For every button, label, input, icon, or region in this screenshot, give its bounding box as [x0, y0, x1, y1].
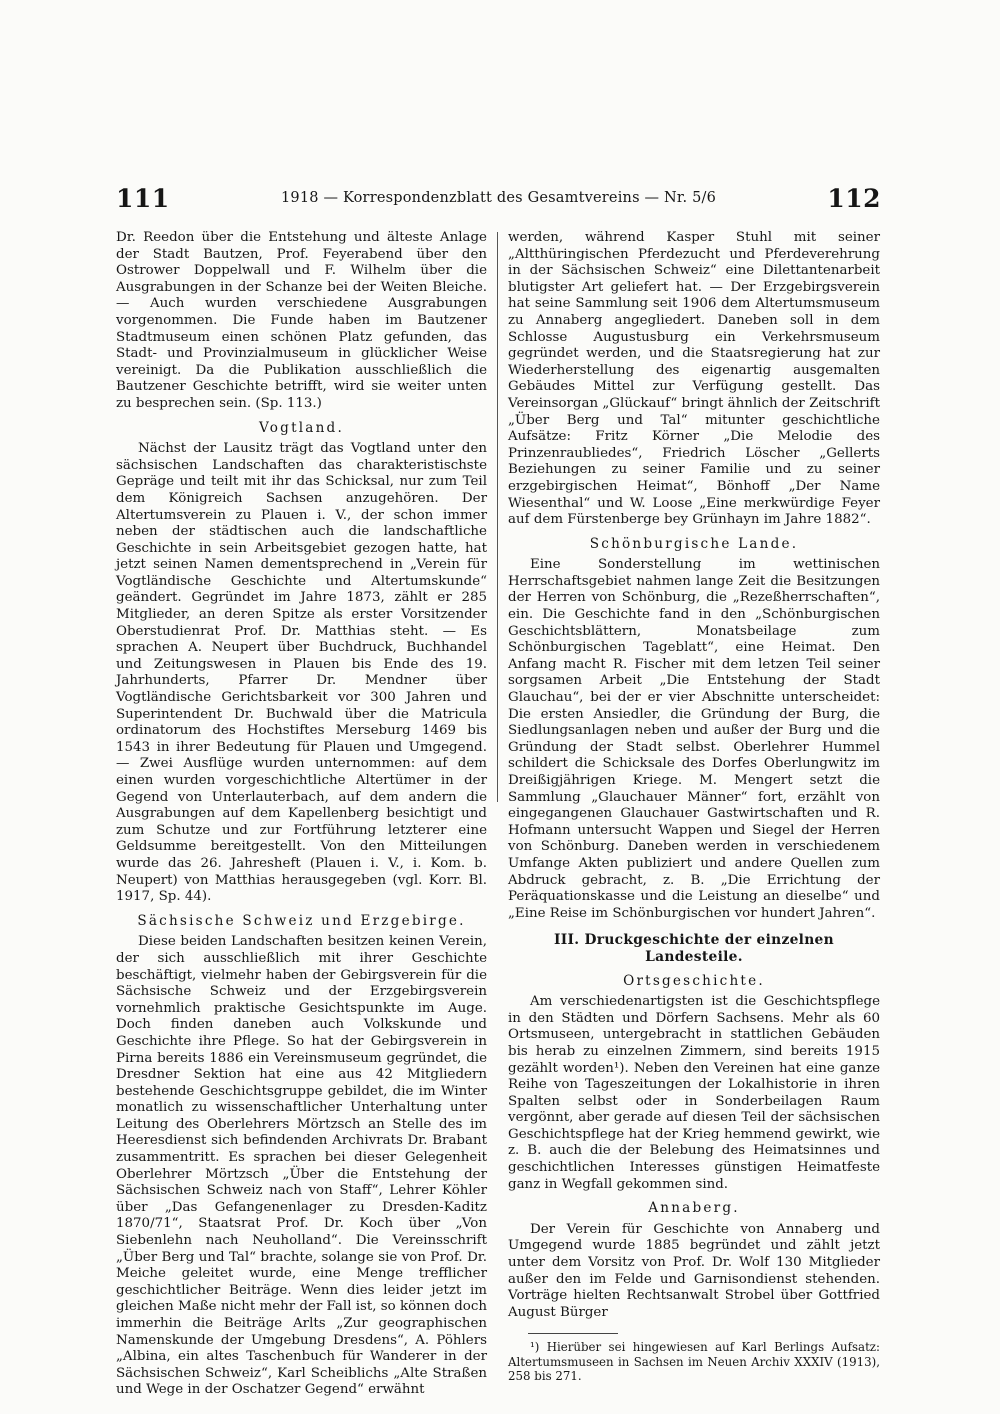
- right-page-number: 112: [827, 184, 881, 213]
- paragraph: Diese beiden Landschaften besitzen keinen Verein, der sich ausschließlich mit ihrer Geschichte beschäftigt, vielmehr haben der Gebirgsverein für die Sächsische Schweiz und der Erzgebirgsverein vornehmlich praktische Gesichtspunkte im Auge. Doch finden daneben auch Volkskunde und Geschichte ihre Pflege. So hat der Gebirgsverein in Pirna bereits 1886 ein Vereinsmuseum gegründet, die Dresdner Sektion hat eine aus 42 Mitgliedern bestehende Geschichtsgruppe gebildet, die im Winter monatlich zu wissenschaftlicher Unterhaltung unter Leitung des Oberlehrers Mörtzsch an Stelle des im Heeresdienst sich befindenden Archivrats Dr. Brabant zusammentritt. Es sprachen bei dieser Gelegenheit Oberlehrer Mörtzsch „Über die Entstehung der Sächsischen Schweiz nach von Staff“, Lehrer Köhler über „Das Gefangenenlager zu Dresden-Kaditz 1870/71“, Staatsrat Prof. Dr. Koch über „Von Siebenlehn nach Neuholland“. Die Vereinsschrift „Über Berg und Tal“ brachte, solange sie von Prof. Dr. Meiche geleitet wurde, eine Menge trefflicher geschichtlicher Beiträge. Wenn dies leider jetzt im gleichen Maße nicht mehr der Fall ist, so können doch immerhin die Beiträge Arlts „Zur geographischen Namenskunde der Umgebung Dresdens“, A. Pöhlers „Albina, ein altes Taschenbuch für Wanderer in der Sächsischen Schweiz“, Karl Scheiblichs „Alte Straßen und Wege in der Oschatzer Gegend“ erwähnt: [116, 934, 487, 1398]
- paragraph: Der Verein für Geschichte von Annaberg und Umgegend wurde 1885 begründet und zählt jetzt unter dem Vorsitz von Prof. Dr. Wolf 130 Mitglieder außer den im Felde und Garnisondienst stehenden. Vorträge hielten Rechtsanwalt Strobel über Gottfried August Bürger: [508, 1221, 880, 1320]
- left-page-number: 111: [116, 184, 170, 213]
- paragraph: werden, während Kasper Stuhl mit seiner „Altthüringischen Pferdezucht und Pferdeverehrung in der Sächsischen Schweiz“ eine Dilettantenarbeit blutigster Art geliefert hat. — Der Erzgebirgsverein hat seine Sammlung seit 1906 dem Altertumsmuseum zu Annaberg angegliedert. Daneben soll in dem Schlosse Augustusburg ein Verkehrsmuseum gegründet werden, und die Staatsregierung hat zur Wiederherstellung des eigenartig ausgemalten Gebäudes Mittel zur Verfügung gestellt. Das Vereinsorgan „Glückauf“ bringt ähnlich der Zeitschrift „Über Berg und Tal“ mitunter geschichtliche Aufsätze: Fritz Körner „Die Melodie des Prinzenraubliedes“, Friedrich Löscher „Gellerts Beziehungen zu seiner Familie und zu seiner erzgebirgischen Heimat“, Bönhoff „Der Name Wiesenthal“ und W. Loose „Eine merkwürdige Feyer auf dem Fürstenberge bey Grünhayn im Jahre 1882“.: [508, 230, 880, 528]
- paragraph: Eine Sonderstellung im wettinischen Herrschaftsgebiet nahmen lange Zeit die Besitzungen der Herren von Schönburg, die „Rezeßherrschaften“, ein. Die Geschichte fand in den „Schönburgischen Geschichtsblättern, Monatsbeilage zum Schönburgischen Tageblatt“, eine Heimat. Den Anfang macht R. Fischer mit dem letzen Teil seiner sorgsamen Arbeit „Die Entstehung der Stadt Glauchau“, bei der er vier Abschnitte unterscheidet: Die ersten Ansiedler, die Gründung der Burg, die Siedlungsanlagen neben und außer der Burg und die Gründung der Stadt selbst. Oberlehrer Hummel schildert die Schicksale des Dorfes Oberlungwitz im Dreißigjährigen Kriege. M. Mengert setzt die Sammlung „Glauchauer Männer“ fort, erzählt von eingegangenen Glauchauer Gastwirtschaften und R. Hofmann untersucht Wappen und Siegel der Herren von Schönburg. Daneben werden in verschiedenem Umfange Akten publiziert und andere Quellen zum Abdruck gebracht, z. B. „Die Errichtung der Peräquationskasse und die Leistung an dieselbe“ und „Eine Reise im Schönburgischen vor hundert Jahren“.: [508, 557, 880, 921]
- column-divider: [497, 232, 498, 802]
- section-heading-vogtland: Vogtland.: [259, 419, 344, 436]
- right-column: [508, 230, 880, 1384]
- chapter-heading: III. Druckgeschichte der einzelnen Landesteile.: [554, 932, 834, 965]
- section-heading-saechsische-schweiz: Sächsische Schweiz und Erzgebirge.: [137, 912, 466, 929]
- paragraph: Dr. Reedon über die Entstehung und älteste Anlage der Stadt Bautzen, Prof. Feyerabend über den Ostrower Doppelwall und F. Wilhelm über die Ausgrabungen in der Schanze bei der Weiten Bleiche. — Auch wurden verschiedene Ausgrabungen vorgenommen. Die Funde haben im Bautzener Stadtmuseum einen schönen Platz gefunden, das Stadt- und Provinzialmuseum in glücklicher Weise vereinigt. Da die Publikation ausschließlich die Bautzener Geschichte betrifft, wird sie weiter unten zu besprechen sein. (Sp. 113.): [116, 230, 487, 411]
- running-title: 1918 — Korrespondenzblatt des Gesamtvereins — Nr. 5/6: [280, 190, 717, 206]
- footnote-rule: [528, 1333, 618, 1334]
- footnote: ¹) Hierüber sei hingewiesen auf Karl Berlings Aufsatz: Altertumsmuseen in Sachsen im Neuen Archiv XXXIV (1913), 258 bis 271.: [508, 1340, 880, 1384]
- left-column: [116, 230, 487, 1399]
- section-heading-ortsgeschichte: Ortsgeschichte.: [623, 972, 765, 989]
- section-heading-schoenburg: Schönburgische Lande.: [589, 535, 799, 552]
- section-heading-annaberg: Annaberg.: [648, 1200, 740, 1217]
- paragraph: Nächst der Lausitz trägt das Vogtland unter den sächsischen Landschaften das charakteristischste Gepräge und teilt mit ihr das Schicksal, nur zum Teil dem Königreich Sachsen anzugehören. Der Altertumsverein zu Plauen i. V., der schon immer neben der städtischen auch die landschaftliche Geschichte in sein Arbeitsgebiet gezogen hatte, hat jetzt seinen Namen dementsprechend in „Verein für Vogtländische Geschichte und Altertumskunde“ geändert. Gegründet im Jahre 1873, zählt er 285 Mitglieder, an deren Spitze als erster Vorsitzender Oberstudienrat Prof. Dr. Matthias steht. — Es sprachen A. Neupert über Buchdruck, Buchhandel und Zeitungswesen in Plauen bis Ende des 19. Jahrhunderts, Pfarrer Dr. Mendner über Vogtländische Gerichtsbarkeit vor 300 Jahren und Superintendent Dr. Buchwald über die Matricula ordinatorum des Hochstiftes Merseburg 1469 bis 1543 in ihrer Bedeutung für Plauen und Umgegend. — Zwei Ausflüge wurden unternommen: auf dem einen wurden vorgeschichtliche Altertümer in der Gegend von Unterlauterbach, auf dem andern die Ausgrabungen auf dem Kapellenberg besichtigt und zum Schutze und zur Fortführung letzterer eine Geldsumme bereitgestellt. Von den Mitteilungen wurde das 26. Jahresheft (Plauen i. V., i. Kom. b. Neupert) von Matthias herausgegeben (vgl. Korr. Bl. 1917, Sp. 44).: [116, 441, 487, 905]
- page-header: [116, 184, 881, 214]
- paragraph: Am verschiedenartigsten ist die Geschichtspflege in den Städten und Dörfern Sachsens. Mehr als 60 Ortsmuseen, untergebracht in stattlichen Gebäuden bis herab zu einzelnen Zimmern, sind bereits 1915 gezählt worden¹). Neben den Vereinen hat eine ganze Reihe von Tageszeitungen der Lokalhistorie in ihren Spalten selbst oder in Sonderbeilagen Raum vergönnt, aber gerade auf diesen Teil der sächsischen Geschichtspflege hat der Krieg hemmend gewirkt, wie z. B. auch die der Belebung des Heimatsinnes und geschichtlichen Interesses günstigen Heimatfeste ganz in Wegfall gekommen sind.: [508, 994, 880, 1192]
